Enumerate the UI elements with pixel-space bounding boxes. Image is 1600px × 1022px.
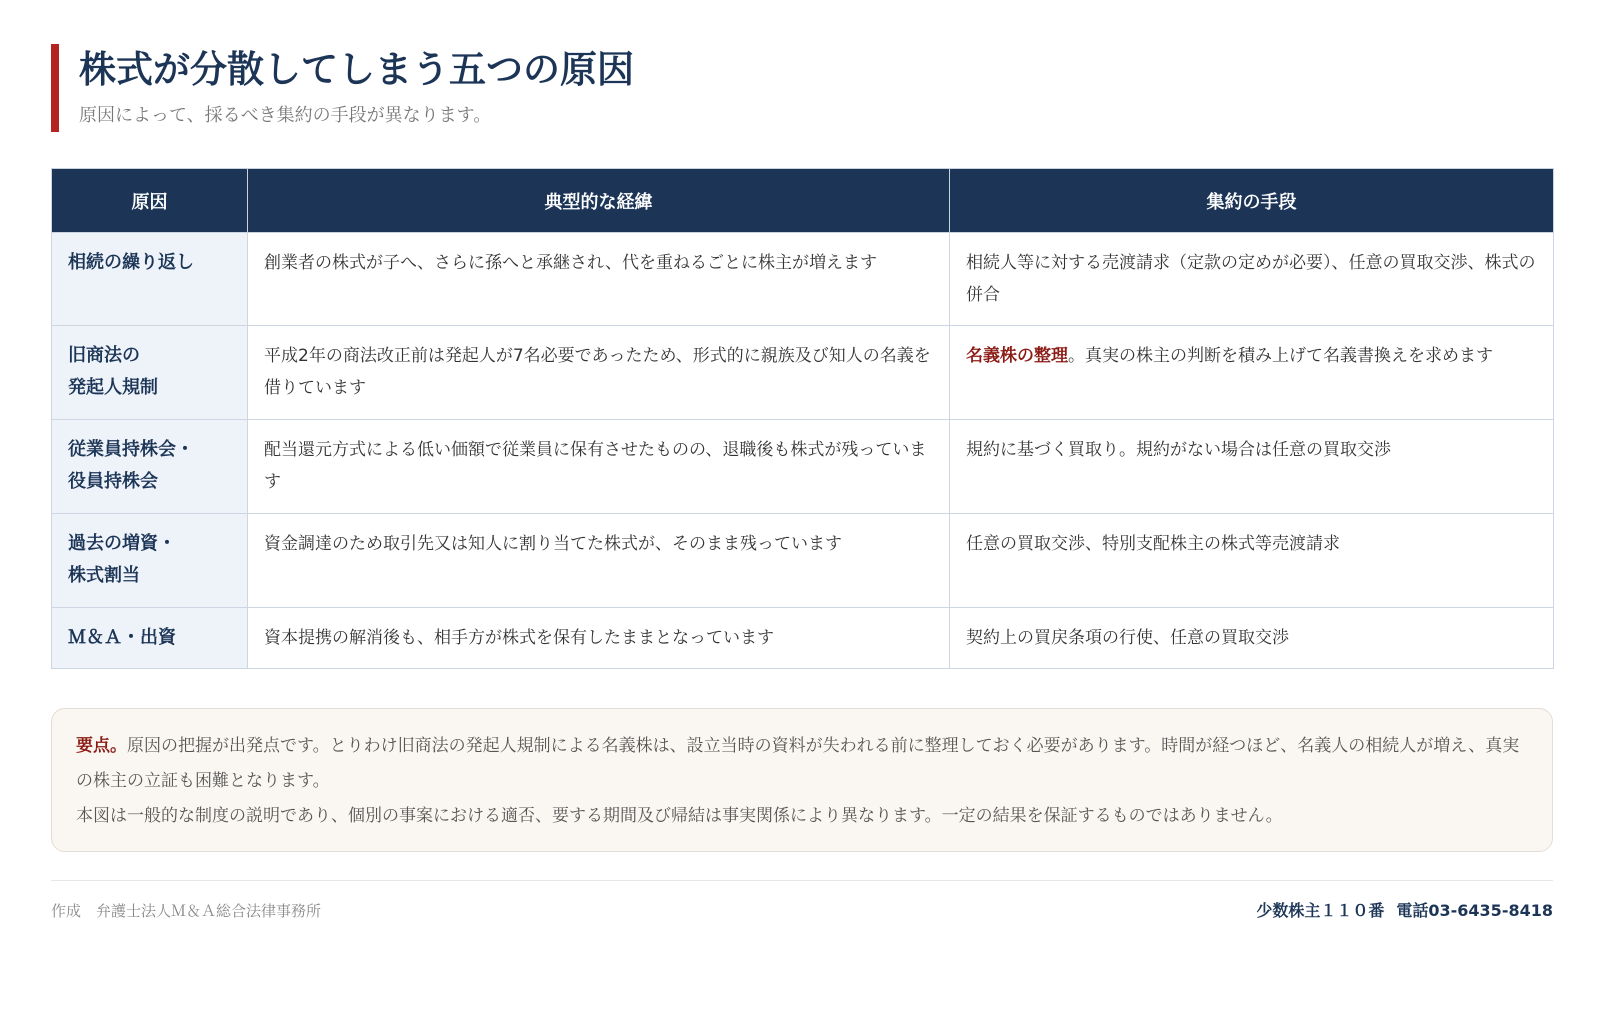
table-header-row	[52, 169, 1554, 233]
cause-label-line2: 発起人規制	[68, 377, 158, 398]
column-header-method: 集約の手段	[950, 169, 1554, 233]
footer-author: 作成 弁護士法人Ｍ＆Ａ総合法律事務所	[51, 902, 322, 920]
history-cell: 配当還元方式による低い価額で従業員に保有させたものの、退職後も株式が残っています	[248, 420, 950, 514]
history-cell: 資金調達のため取引先又は知人に割り当てた株式が、そのまま残っています	[248, 514, 950, 608]
table-row	[52, 420, 1554, 514]
cause-label-line1: 旧商法の	[68, 345, 140, 366]
method-text: 。真実の株主の判断を積み上げて名義書換えを求めます	[1068, 346, 1493, 366]
cause-cell	[52, 514, 248, 608]
table-row	[52, 233, 1554, 326]
title-block	[51, 44, 1553, 132]
method-cell: 任意の買取交渉、特別支配株主の株式等売渡請求	[950, 514, 1554, 608]
cause-cell	[52, 326, 248, 420]
note-key-label: 要点。	[76, 736, 127, 756]
method-cell: 規約に基づく買取り。規約がない場合は任意の買取交渉	[950, 420, 1554, 514]
method-cell: 契約上の買戻条項の行使、任意の買取交渉	[950, 608, 1554, 669]
table-row	[52, 608, 1554, 669]
column-header-history: 典型的な経緯	[248, 169, 950, 233]
table-row	[52, 514, 1554, 608]
method-cell	[950, 326, 1554, 420]
column-header-cause: 原因	[52, 169, 248, 233]
page-subtitle: 原因によって、採るべき集約の手段が異なります。	[79, 105, 492, 126]
method-highlight: 名義株の整理	[966, 346, 1068, 366]
history-cell: 創業者の株式が子へ、さらに孫へと承継され、代を重ねるごとに株主が増えます	[248, 233, 950, 326]
cause-label: 相続の繰り返し	[68, 252, 194, 273]
cause-cell	[52, 608, 248, 669]
method-cell: 相続人等に対する売渡請求（定款の定めが必要）、任意の買取交渉、株式の併合	[950, 233, 1554, 326]
page-title: 株式が分散してしまう五つの原因	[79, 48, 634, 91]
footer-divider	[51, 880, 1553, 881]
note-text: 原因の把握が出発点です。とりわけ旧商法の発起人規制による名義株は、設立当時の資料が失われる前に整理しておく必要があります。時間が経つほど、名義人の相続人が増え、真実の株主の立証も困難となります。	[76, 736, 1520, 791]
cause-cell	[52, 420, 248, 514]
cause-label: Ｍ＆Ａ・出資	[68, 627, 176, 648]
cause-label-line1: 過去の増資・	[68, 533, 176, 554]
table-row	[52, 326, 1554, 420]
history-cell: 平成2年の商法改正前は発起人が7名必要であったため、形式的に親族及び知人の名義を借りています	[248, 326, 950, 420]
cause-label-line2: 株式割当	[68, 565, 140, 586]
cause-label-line2: 役員持株会	[68, 471, 158, 492]
footer-contact	[1256, 900, 1553, 922]
footer-service-name: 少数株主１１０番	[1256, 901, 1385, 920]
causes-table	[51, 168, 1554, 669]
note-paragraph	[76, 729, 1528, 799]
cause-cell	[52, 233, 248, 326]
history-cell: 資本提携の解消後も、相手方が株式を保有したままとなっています	[248, 608, 950, 669]
cause-label-line1: 従業員持株会・	[68, 439, 194, 460]
note-disclaimer: 本図は一般的な制度の説明であり、個別の事案における適否、要する期間及び帰結は事実関係により異なります。一定の結果を保証するものではありません。	[76, 806, 1283, 826]
footer-phone: 電話03-6435-8418	[1396, 901, 1553, 920]
page	[51, 44, 1553, 920]
key-point-note	[51, 708, 1553, 852]
